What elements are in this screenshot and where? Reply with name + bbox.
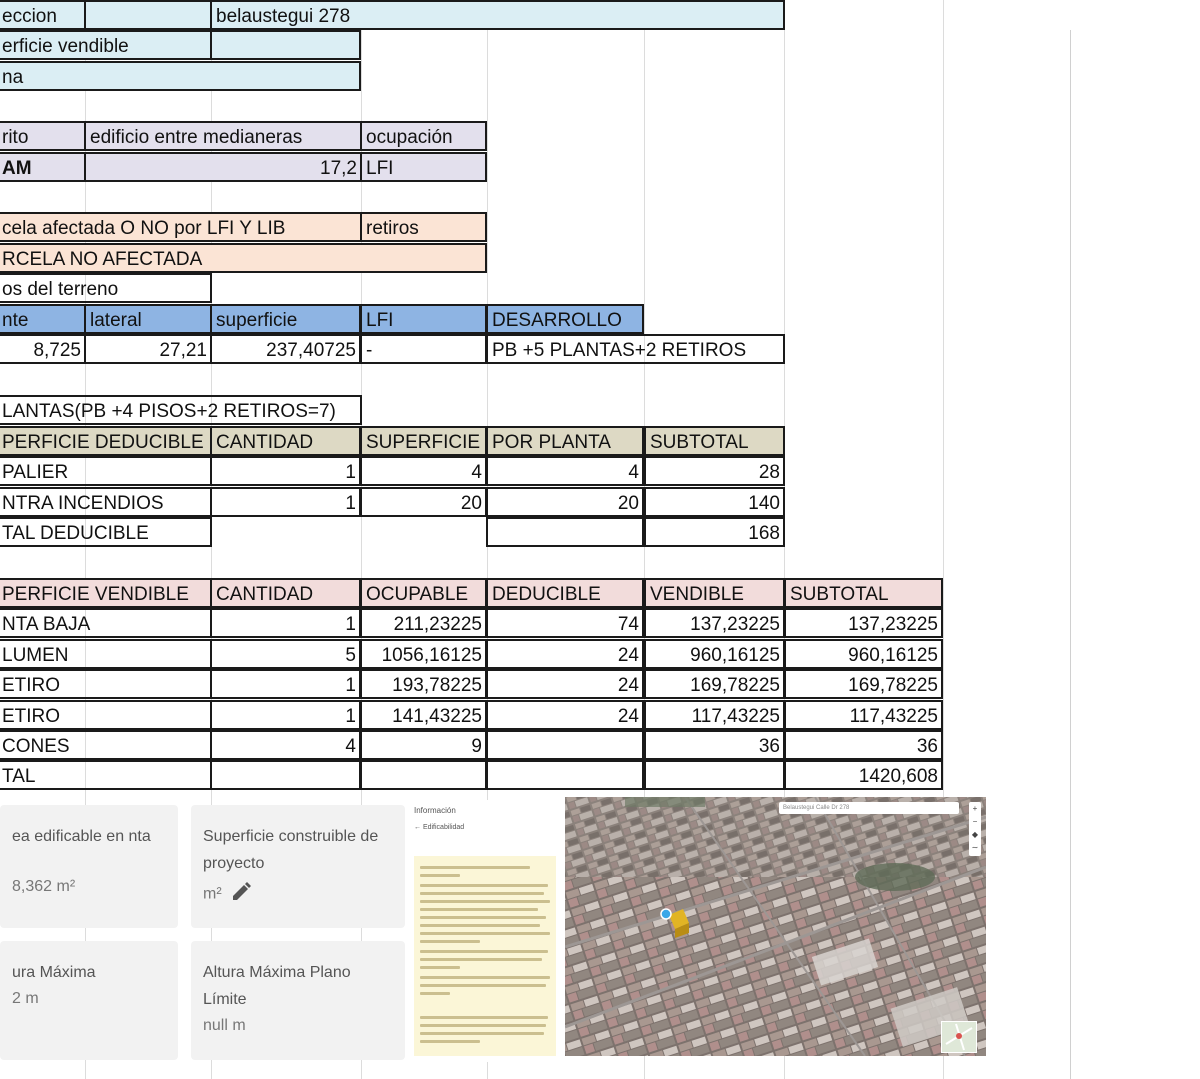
- sellable-total-empty[interactable]: [644, 760, 785, 790]
- sellable-row-quantity[interactable]: 4: [210, 730, 361, 760]
- floors-title[interactable]: LANTAS(PB +4 PISOS+2 RETIROS=7): [0, 395, 362, 425]
- terrain-header-surface[interactable]: superficie: [210, 304, 361, 334]
- deductible-total-empty[interactable]: [486, 517, 644, 547]
- map-zoom-controls[interactable]: [969, 802, 981, 856]
- note-line: [420, 950, 548, 953]
- sellable-row-name[interactable]: CONES: [0, 730, 212, 760]
- note-line: [420, 1040, 480, 1043]
- note-line: [420, 1024, 546, 1027]
- sellable-row-sellable[interactable]: 117,43225: [644, 700, 785, 730]
- card-value: 8,362 m²: [12, 878, 76, 895]
- map-image: [565, 797, 986, 1056]
- terrain-lateral-value[interactable]: 27,21: [84, 334, 212, 364]
- deductible-header-surface[interactable]: SUPERFICIE: [360, 426, 487, 456]
- sellable-row-subtotal[interactable]: 960,16125: [784, 639, 943, 669]
- sup-vendible-label[interactable]: erficie vendible: [0, 30, 212, 60]
- pencil-icon: [230, 881, 252, 908]
- terrain-header-front[interactable]: nte: [0, 304, 86, 334]
- note-line: [420, 992, 450, 995]
- info-note: [414, 856, 556, 1056]
- note-line: [420, 916, 546, 919]
- district-value[interactable]: AM: [0, 152, 86, 182]
- address-empty-cell[interactable]: [84, 0, 212, 30]
- deductible-row-name[interactable]: NTRA INCENDIOS: [0, 487, 212, 517]
- card-label: ea edificable en nta: [12, 828, 151, 845]
- sellable-row-subtotal[interactable]: 137,23225: [784, 608, 943, 638]
- address-value[interactable]: belaustegui 278: [210, 0, 785, 30]
- layer-switcher[interactable]: [941, 1021, 977, 1053]
- parcel-value[interactable]: RCELA NO AFECTADA: [0, 243, 487, 273]
- map-search-input[interactable]: Belaustegui Calle Dr 278: [779, 802, 959, 814]
- max-height-plane-card: [191, 941, 405, 1060]
- sellable-row-sellable[interactable]: 960,16125: [644, 639, 785, 669]
- zoom-in-icon[interactable]: +: [972, 804, 978, 813]
- sellable-row-sellable[interactable]: 137,23225: [644, 608, 785, 638]
- terrain-front-value[interactable]: 8,725: [0, 334, 86, 364]
- sellable-header-quantity[interactable]: CANTIDAD: [210, 578, 361, 608]
- sellable-row-deductible[interactable]: 24: [486, 639, 644, 669]
- zone-label[interactable]: na: [0, 61, 361, 91]
- note-line: [420, 958, 542, 961]
- sellable-total-empty[interactable]: [486, 760, 644, 790]
- sup-vendible-value[interactable]: [210, 30, 361, 60]
- deductible-header-quantity[interactable]: CANTIDAD: [210, 426, 361, 456]
- deductible-row-quantity[interactable]: 1: [210, 487, 361, 517]
- deductible-header-name[interactable]: PERFICIE DEDUCIBLE: [0, 426, 212, 456]
- zoom-out-icon[interactable]: −: [972, 817, 978, 826]
- note-line: [420, 984, 546, 987]
- terrain-development-value[interactable]: PB +5 PLANTAS+2 RETIROS: [486, 334, 785, 364]
- card-value: [203, 881, 252, 908]
- card-label: Altura Máxima Plano Límite: [203, 964, 351, 1008]
- note-line: [420, 908, 538, 911]
- sellable-row-name[interactable]: ETIRO: [0, 700, 212, 730]
- sheet-right-border: [1070, 30, 1071, 1079]
- note-line: [420, 884, 548, 887]
- sellable-row-sellable[interactable]: 169,78225: [644, 669, 785, 699]
- sellable-header-name[interactable]: PERFICIE VENDIBLE: [0, 578, 212, 608]
- sellable-row-quantity[interactable]: 5: [210, 639, 361, 669]
- height-value[interactable]: 17,2: [84, 152, 362, 182]
- occupation-value[interactable]: LFI: [360, 152, 487, 182]
- building-type-header[interactable]: edificio entre medianeras: [84, 121, 362, 151]
- card-value: 2 m: [12, 990, 39, 1007]
- sellable-row-subtotal[interactable]: 36: [784, 730, 943, 760]
- sellable-total-empty[interactable]: [210, 760, 361, 790]
- note-line: [420, 976, 550, 979]
- sellable-header-subtotal[interactable]: SUBTOTAL: [784, 578, 943, 608]
- compass-icon[interactable]: ◆: [971, 830, 979, 839]
- sellable-row-occupiable[interactable]: 211,23225: [360, 608, 487, 638]
- aerial-map[interactable]: [565, 797, 986, 1056]
- panel-title: Información: [414, 806, 456, 815]
- sellable-row-deductible[interactable]: 74: [486, 608, 644, 638]
- address-label[interactable]: eccion: [0, 0, 86, 30]
- sellable-header-sellable[interactable]: VENDIBLE: [644, 578, 785, 608]
- note-line: [420, 900, 550, 903]
- note-line: [420, 874, 460, 877]
- card-value-unit: m²: [203, 885, 222, 903]
- panel-back-link: ← Edificabilidad: [414, 824, 465, 831]
- terrain-surface-value[interactable]: 237,40725: [210, 334, 361, 364]
- deductible-header-subtotal[interactable]: SUBTOTAL: [644, 426, 785, 456]
- terrain-header-development[interactable]: DESARROLLO: [486, 304, 644, 334]
- sellable-total-label[interactable]: TAL: [0, 760, 212, 790]
- note-line: [420, 940, 480, 943]
- district-header[interactable]: rito: [0, 121, 86, 151]
- deductible-total-value[interactable]: 168: [644, 517, 785, 547]
- sellable-row-name[interactable]: NTA BAJA: [0, 608, 212, 638]
- sellable-header-deductible[interactable]: DEDUCIBLE: [486, 578, 644, 608]
- card-label: Superficie construible de proyecto: [203, 828, 379, 872]
- note-line: [420, 924, 540, 927]
- card-label: ura Máxima: [12, 964, 96, 981]
- note-line: [420, 892, 544, 895]
- sellable-row-subtotal[interactable]: 169,78225: [784, 669, 943, 699]
- deductible-row-per-floor[interactable]: 20: [486, 487, 644, 517]
- sellable-row-quantity[interactable]: 1: [210, 700, 361, 730]
- sellable-row-quantity[interactable]: 1: [210, 608, 361, 638]
- deductible-row-subtotal[interactable]: 140: [644, 487, 785, 517]
- sellable-total-empty[interactable]: [360, 760, 487, 790]
- sellable-row-sellable[interactable]: 36: [644, 730, 785, 760]
- layers-icon: [942, 1022, 976, 1052]
- deductible-total-label[interactable]: TAL DEDUCIBLE: [0, 517, 212, 547]
- deductible-row-surface[interactable]: 4: [360, 456, 487, 486]
- buildable-area-card: [0, 805, 178, 928]
- sellable-row-name[interactable]: ETIRO: [0, 669, 212, 699]
- sellable-row-occupiable[interactable]: 193,78225: [360, 669, 487, 699]
- constructible-surface-card: [191, 805, 405, 928]
- tilt-icon[interactable]: ∼: [971, 843, 979, 852]
- deductible-row-subtotal[interactable]: 28: [644, 456, 785, 486]
- sellable-row-subtotal[interactable]: 117,43225: [784, 700, 943, 730]
- terrain-header-lfi[interactable]: LFI: [360, 304, 487, 334]
- deductible-header-per-floor[interactable]: POR PLANTA: [486, 426, 644, 456]
- info-panel: [410, 800, 560, 1062]
- sellable-header-occupiable[interactable]: OCUPABLE: [360, 578, 487, 608]
- deductible-row-quantity[interactable]: 1: [210, 456, 361, 486]
- terrain-lfi-value[interactable]: -: [360, 334, 487, 364]
- note-line: [420, 966, 460, 969]
- sellable-total-value[interactable]: 1420,608: [784, 760, 943, 790]
- card-value: null m: [203, 1017, 246, 1034]
- sellable-row-occupiable[interactable]: 141,43225: [360, 700, 487, 730]
- sellable-row-name[interactable]: LUMEN: [0, 639, 212, 669]
- note-line: [420, 932, 550, 935]
- sellable-row-occupiable[interactable]: 1056,16125: [360, 639, 487, 669]
- sellable-row-occupiable[interactable]: 9: [360, 730, 487, 760]
- terrain-title[interactable]: os del terreno: [0, 273, 212, 303]
- deductible-row-per-floor[interactable]: 4: [486, 456, 644, 486]
- sellable-row-deductible[interactable]: 24: [486, 700, 644, 730]
- note-line: [420, 1032, 544, 1035]
- note-line: [420, 1016, 548, 1019]
- occupation-header[interactable]: ocupación: [360, 121, 487, 151]
- note-line: [420, 866, 530, 869]
- sellable-row-quantity[interactable]: 1: [210, 669, 361, 699]
- sellable-row-deductible[interactable]: [486, 730, 644, 760]
- parcel-header[interactable]: cela afectada O NO por LFI Y LIB: [0, 212, 362, 242]
- deductible-row-name[interactable]: PALIER: [0, 456, 212, 486]
- deductible-row-surface[interactable]: 20: [360, 487, 487, 517]
- retiros-header[interactable]: retiros: [360, 212, 487, 242]
- terrain-header-lateral[interactable]: lateral: [84, 304, 212, 334]
- max-height-card: [0, 941, 178, 1060]
- sellable-row-deductible[interactable]: 24: [486, 669, 644, 699]
